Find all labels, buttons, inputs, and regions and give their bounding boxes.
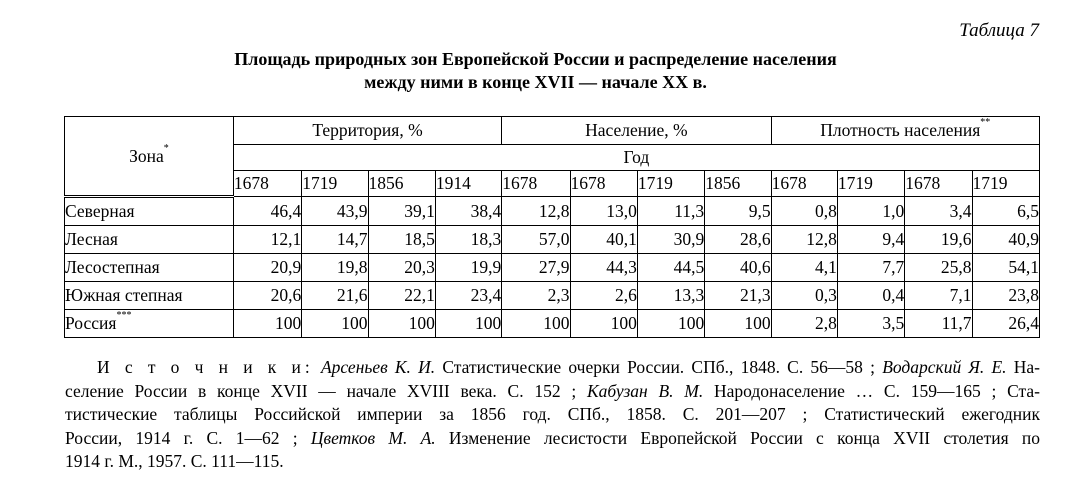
zone-cell — [65, 282, 234, 310]
value-cell: 100 — [570, 310, 637, 338]
value-cell: 18,3 — [435, 226, 501, 254]
value-cell: 44,5 — [637, 254, 704, 282]
value-cell: 9,4 — [837, 226, 904, 254]
value-cell: 100 — [705, 310, 771, 338]
source-author-tsvetkov: Цветков М. А. — [310, 427, 436, 448]
table-title-line-1: Площадь природных зон Европейской России и распределение населения — [234, 49, 837, 69]
source-text: России, 1914 г. С. 1—62 ; — [65, 427, 311, 448]
year-cell: 1678 — [771, 171, 837, 197]
sources-line-4 — [65, 427, 1040, 451]
value-cell: 54,1 — [972, 254, 1039, 282]
zone-name: Россия — [65, 313, 117, 333]
value-cell: 7,1 — [905, 282, 972, 310]
value-cell: 0,4 — [837, 282, 904, 310]
territory-header: Территория, % — [233, 117, 501, 145]
source-text: Изменение лесистости Европейской России с конца XVII столетия по — [435, 427, 1040, 448]
value-cell: 28,6 — [705, 226, 771, 254]
year-cell: 1856 — [368, 171, 435, 197]
zone-name: Южная степная — [65, 285, 183, 305]
table-row — [65, 197, 1040, 226]
source-author-arsenyev: Арсеньев К. И. — [320, 357, 436, 377]
table-row — [65, 310, 1040, 338]
value-cell: 23,4 — [435, 282, 501, 310]
value-cell: 22,1 — [368, 282, 435, 310]
year-cell: 1678 — [570, 171, 637, 197]
zone-cell — [65, 254, 234, 282]
value-cell: 26,4 — [972, 310, 1039, 338]
source-author-kabuzan: Кабузан В. М. — [586, 380, 704, 401]
zone-cell — [65, 310, 234, 338]
value-cell: 27,9 — [502, 254, 570, 282]
value-cell: 39,1 — [368, 197, 435, 226]
value-cell: 25,8 — [905, 254, 972, 282]
population-header: Население, % — [502, 117, 771, 145]
zone-footnote-mark: * — [163, 142, 169, 154]
header-row-groups — [65, 117, 1040, 145]
value-cell: 20,6 — [233, 282, 301, 310]
table-row — [65, 254, 1040, 282]
year-cell: 1719 — [637, 171, 704, 197]
value-cell: 4,1 — [771, 254, 837, 282]
sources-line-1 — [65, 356, 1040, 380]
year-cell: 1914 — [435, 171, 501, 197]
value-cell: 21,6 — [302, 282, 368, 310]
value-cell: 20,3 — [368, 254, 435, 282]
year-cell: 1719 — [837, 171, 904, 197]
source-author-vodarsky: Водарский Я. Е. — [882, 357, 1007, 377]
value-cell: 13,0 — [570, 197, 637, 226]
value-cell: 2,6 — [570, 282, 637, 310]
zone-name: Северная — [65, 201, 135, 221]
value-cell: 100 — [302, 310, 368, 338]
value-cell: 20,9 — [233, 254, 301, 282]
sources-label: И с т о ч н и к и: — [97, 357, 314, 377]
value-cell: 57,0 — [502, 226, 570, 254]
value-cell: 19,6 — [905, 226, 972, 254]
zone-cell — [65, 226, 234, 254]
year-cell: 1856 — [705, 171, 771, 197]
table-number-label: Таблица 7 — [959, 20, 1039, 41]
value-cell: 12,8 — [771, 226, 837, 254]
value-cell: 46,4 — [233, 197, 301, 226]
value-cell: 3,5 — [837, 310, 904, 338]
value-cell: 11,7 — [905, 310, 972, 338]
value-cell: 2,8 — [771, 310, 837, 338]
value-cell: 13,3 — [637, 282, 704, 310]
year-cell: 1678 — [905, 171, 972, 197]
value-cell: 100 — [637, 310, 704, 338]
value-cell: 40,9 — [972, 226, 1039, 254]
year-cell: 1678 — [233, 171, 301, 197]
statistics-table — [64, 116, 1040, 338]
sources-line-2 — [65, 380, 1040, 404]
source-text: Народонаселение … С. 159—165 ; Ста- — [703, 380, 1040, 401]
year-header: Год — [233, 145, 1039, 171]
value-cell: 11,3 — [637, 197, 704, 226]
value-cell: 40,6 — [705, 254, 771, 282]
value-cell: 9,5 — [705, 197, 771, 226]
zone-name: Лесная — [65, 229, 118, 249]
zone-footnote-mark: *** — [116, 310, 132, 321]
value-cell: 18,5 — [368, 226, 435, 254]
value-cell: 44,3 — [570, 254, 637, 282]
sources-paragraph — [65, 356, 1040, 474]
sources-line-5: 1914 г. М., 1957. С. 111—115. — [65, 451, 284, 471]
zone-name: Лесостепная — [65, 257, 160, 277]
sources-line-3: тистические таблицы Российской империи за 1856 год. СПб., 1858. С. 201—207 ; Статистический ежегодник — [65, 404, 1040, 424]
value-cell: 100 — [435, 310, 501, 338]
value-cell: 1,0 — [837, 197, 904, 226]
value-cell: 12,1 — [233, 226, 301, 254]
value-cell: 3,4 — [905, 197, 972, 226]
year-cell: 1678 — [502, 171, 570, 197]
value-cell: 14,7 — [302, 226, 368, 254]
value-cell: 43,9 — [302, 197, 368, 226]
density-header — [771, 117, 1039, 145]
value-cell: 12,8 — [502, 197, 570, 226]
table-title-line-2: между ними в конце XVII — начале XX в. — [364, 72, 707, 92]
value-cell: 7,7 — [837, 254, 904, 282]
table-title — [0, 48, 1071, 94]
value-cell: 100 — [233, 310, 301, 338]
source-text: Статистические очерки России. СПб., 1848. С. 56—58 ; — [435, 357, 883, 377]
table-row — [65, 226, 1040, 254]
density-footnote-mark: ** — [980, 117, 991, 128]
zone-header-label: Зона — [129, 145, 164, 166]
zone-header — [65, 117, 234, 197]
year-cell: 1719 — [302, 171, 368, 197]
value-cell: 100 — [502, 310, 570, 338]
value-cell: 21,3 — [705, 282, 771, 310]
value-cell: 100 — [368, 310, 435, 338]
value-cell: 0,8 — [771, 197, 837, 226]
value-cell: 38,4 — [435, 197, 501, 226]
value-cell: 6,5 — [972, 197, 1039, 226]
value-cell: 19,8 — [302, 254, 368, 282]
density-header-label: Плотность населения — [820, 120, 981, 140]
value-cell: 0,3 — [771, 282, 837, 310]
value-cell: 23,8 — [972, 282, 1039, 310]
value-cell: 40,1 — [570, 226, 637, 254]
source-text: селение России в конце XVII — начале XVIII века. С. 152 ; — [65, 380, 587, 401]
value-cell: 30,9 — [637, 226, 704, 254]
zone-cell — [65, 197, 234, 226]
value-cell: 19,9 — [435, 254, 501, 282]
year-cell: 1719 — [972, 171, 1039, 197]
value-cell: 2,3 — [502, 282, 570, 310]
table-row — [65, 282, 1040, 310]
source-text: На- — [1006, 357, 1041, 377]
